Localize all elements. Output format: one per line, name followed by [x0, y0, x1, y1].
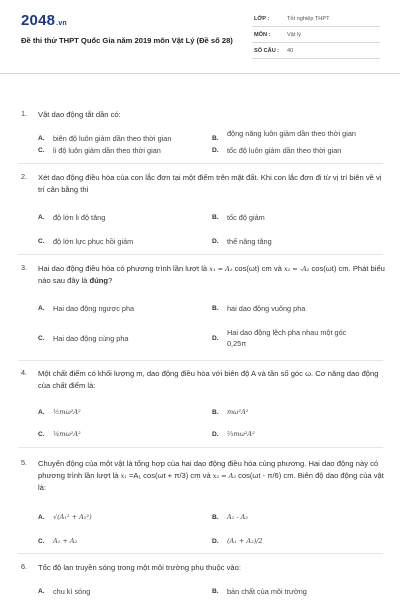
meta-value: Vật lý	[287, 32, 301, 38]
option-text: ½mω²A²	[53, 408, 81, 416]
option-letter: C.	[38, 431, 45, 438]
option-text: chu kì sóng	[53, 587, 91, 596]
option-letter: C.	[38, 335, 45, 342]
option-text: mω²A²	[227, 408, 249, 416]
option-letter: D.	[212, 431, 219, 438]
option-letter: A.	[38, 135, 45, 142]
option-letter: B.	[212, 514, 219, 521]
option-text: li độ luôn giảm dần theo thời gian	[53, 146, 161, 155]
option-text: thế năng tăng	[227, 237, 272, 246]
option-letter: A.	[38, 409, 45, 416]
exam-meta	[252, 13, 380, 61]
question-text: Một chất điểm có khối lượng m, dao động điều hòa với biên độ A và tần số góc ω. Cơ năng dao động của chất điểm là:	[38, 369, 379, 390]
question-text: Vật dao động tắt dần có:	[38, 110, 121, 119]
option-text: tốc độ giảm	[227, 213, 265, 222]
option-letter: A.	[38, 514, 45, 521]
option-letter: D.	[212, 147, 219, 154]
option-text: Hai dao động cùng pha	[53, 334, 129, 343]
question-text: Tốc độ lan truyền sóng trong một môi trường phụ thuộc vào:	[38, 563, 241, 572]
meta-key: SỐ CÂU :	[254, 48, 280, 54]
option-letter: B.	[212, 305, 219, 312]
question-separator	[18, 447, 383, 448]
option-letter: A.	[38, 305, 45, 312]
option-letter: D.	[212, 538, 219, 545]
equation: x₂ = A₂	[212, 472, 236, 480]
question-text: Hai dao động điều hòa có phương trình lần lượt là x₁ = A₁ cos(ωt) cm và x₂ = -A₂ cos(ωt) cm. Phát biểu nào sau đây là đúng?	[38, 264, 385, 285]
question-text: Chuyển động của một vật là tổng hợp của hai dao động điều hòa cùng phương. Hai dao động này có phương trình lần lượt là x₁ =A₁ cos(ωt + π/3) cm và x₂ = A₂ cos(ωt - π/6) cm. Biên độ dao động của vật là:	[38, 459, 384, 492]
option-letter: D.	[212, 335, 219, 342]
option-text: ⅔mω²A²	[227, 430, 255, 438]
question-number: 4.	[21, 368, 28, 377]
question-number: 3.	[21, 263, 28, 272]
question-number: 6.	[21, 562, 28, 571]
option-letter: C.	[38, 238, 45, 245]
question-number: 2.	[21, 172, 28, 181]
option-letter: A.	[38, 588, 45, 595]
option-letter: D.	[212, 238, 219, 245]
option-text: ¼mω²A²	[53, 430, 81, 438]
meta-value: Tốt nghiệp THPT	[287, 16, 330, 22]
question-separator	[18, 254, 383, 255]
emphasis: đúng	[89, 276, 109, 285]
equation: x₁ = A₁	[209, 265, 233, 273]
logo-main: 2048	[21, 12, 56, 29]
option-text: tốc độ luôn giảm dần theo thời gian	[227, 146, 342, 155]
question-number: 1.	[21, 109, 28, 118]
option-letter: A.	[38, 214, 45, 221]
exam-title: Đề thi thử THPT Quốc Gia năm 2019 môn Vật Lý (Đề số 28)	[21, 36, 233, 45]
option-text: A₁ + A₂	[53, 537, 78, 545]
option-letter: C.	[38, 538, 45, 545]
meta-key: MÔN :	[254, 32, 271, 38]
question-text: Xét dao động điều hòa của con lắc đơn tại một điểm trên mặt đất. Khi con lắc đơn đi từ vị trí biên về vị trí cân bằng thì	[38, 173, 382, 194]
question-separator	[18, 163, 383, 164]
option-letter: B.	[212, 135, 219, 142]
meta-value: 40	[287, 48, 294, 54]
option-letter: B.	[212, 588, 219, 595]
option-text: độ lớn li độ tăng	[53, 213, 106, 222]
option-text: động năng luôn giảm dần theo thời gian	[227, 129, 356, 138]
option-text: A₁ - A₂	[227, 513, 248, 521]
logo-suffix: .vn	[56, 20, 67, 27]
option-letter: B.	[212, 214, 219, 221]
meta-row-subject	[252, 29, 380, 43]
option-text: (A₁ + A₂)/2	[227, 537, 263, 545]
option-text: √(A₁² + A₂²)	[53, 513, 92, 521]
question-number: 5.	[21, 458, 28, 467]
meta-row-count	[252, 45, 380, 59]
question-separator	[18, 360, 383, 361]
meta-key: LỚP :	[254, 16, 270, 22]
option-letter: B.	[212, 409, 219, 416]
option-text: bản chất của môi trường	[227, 587, 307, 596]
option-text: biên độ luôn giảm dần theo thời gian	[53, 134, 172, 143]
equation: x₁	[120, 472, 127, 480]
option-text: hai dao động vuông pha	[227, 304, 306, 313]
option-text: Hai dao động lệch pha nhau một góc 0,25π	[227, 328, 347, 348]
meta-row-class	[252, 13, 380, 27]
question-separator	[18, 553, 383, 554]
site-logo[interactable]	[21, 12, 67, 29]
exam-header	[0, 0, 400, 70]
header-divider	[0, 73, 400, 74]
option-text: Hai dao động ngược pha	[53, 304, 135, 313]
option-text: độ lớn lực phục hồi giảm	[53, 237, 134, 246]
equation: x₂ = -A₂	[283, 265, 310, 273]
option-letter: C.	[38, 147, 45, 154]
